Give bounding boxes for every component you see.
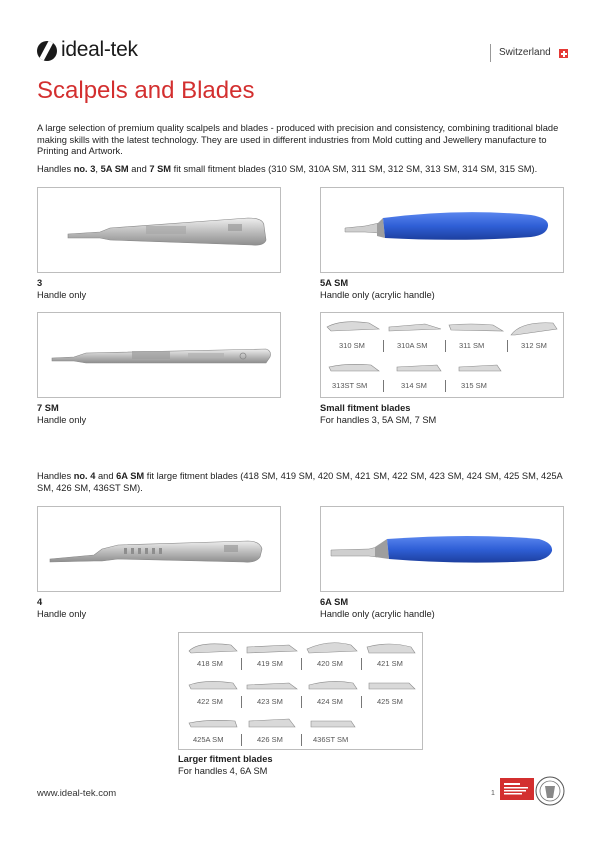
blade-divider bbox=[445, 380, 446, 392]
blade-label-310a: 310A SM bbox=[397, 341, 428, 350]
large-blades-image bbox=[178, 632, 423, 750]
blade-label-422: 422 SM bbox=[197, 697, 223, 706]
handle-7-caption bbox=[37, 403, 86, 426]
large-blades-title: Larger fitment blades bbox=[178, 754, 273, 764]
blade-label-436st: 436ST SM bbox=[313, 735, 349, 744]
blade-label-425: 425 SM bbox=[377, 697, 403, 706]
handle-3-title: 3 bbox=[37, 278, 43, 288]
header-divider bbox=[490, 44, 491, 62]
blade-divider bbox=[361, 658, 362, 670]
logo-text: ideal-tek bbox=[61, 38, 138, 61]
blade-label-425a: 425A SM bbox=[193, 735, 224, 744]
ideal-tek-logo-icon bbox=[37, 41, 57, 61]
large-blades-icon bbox=[179, 633, 423, 750]
scalpel-handle-5a-icon bbox=[321, 188, 564, 273]
blade-label-313st: 313ST SM bbox=[332, 381, 368, 390]
scalpel-handle-7-icon bbox=[38, 313, 281, 398]
handle-6a-image bbox=[320, 506, 564, 592]
iso-certification-badge-icon bbox=[500, 774, 568, 810]
scalpel-handle-6a-icon bbox=[321, 507, 564, 592]
small-blades-image bbox=[320, 312, 564, 398]
handle-5a-caption bbox=[320, 278, 435, 301]
handle-4-desc: Handle only bbox=[37, 608, 87, 619]
blade-label-421: 421 SM bbox=[377, 659, 403, 668]
blade-divider bbox=[383, 340, 384, 352]
handle-6a-title: 6A SM bbox=[320, 597, 349, 607]
large-fitment-intro: Handles no. 4 and 6A SM fit large fitment blades (418 SM, 419 SM, 420 SM, 421 SM, 422 SM, 423 SM, 424 SM, 425 SM, 425A SM, 426 SM, 436ST SM). bbox=[37, 471, 563, 493]
handle-6a-desc: Handle only (acrylic handle) bbox=[320, 608, 435, 619]
blade-label-312: 312 SM bbox=[521, 341, 547, 350]
small-fitment-intro: Handles no. 3, 5A SM and 7 SM fit small fitment blades (310 SM, 310A SM, 311 SM, 312 SM, 313 SM, 314 SM, 315 SM). bbox=[37, 164, 538, 174]
blade-label-314: 314 SM bbox=[401, 381, 427, 390]
blade-label-419: 419 SM bbox=[257, 659, 283, 668]
small-blades-caption bbox=[320, 403, 436, 426]
blade-divider bbox=[445, 340, 446, 352]
handle-5a-desc: Handle only (acrylic handle) bbox=[320, 289, 435, 300]
blade-label-311: 311 SM bbox=[459, 341, 485, 350]
handle-4-title: 4 bbox=[37, 597, 43, 607]
handle-7-title: 7 SM bbox=[37, 403, 59, 413]
intro-paragraph: A large selection of premium quality scalpels and blades - produced with precision and consistency, combining traditional blade making skills with the latest technology. They are used in different industries from Mold cutting and Jewellery manufacture to Printing and Artwork. bbox=[37, 123, 559, 156]
handle-3-image bbox=[37, 187, 281, 273]
blade-label-310: 310 SM bbox=[339, 341, 365, 350]
blade-divider bbox=[507, 340, 508, 352]
blade-label-420: 420 SM bbox=[317, 659, 343, 668]
blade-label-424: 424 SM bbox=[317, 697, 343, 706]
blade-divider bbox=[241, 696, 242, 708]
small-blades-title: Small fitment blades bbox=[320, 403, 411, 413]
blade-divider bbox=[383, 380, 384, 392]
handle-4-image bbox=[37, 506, 281, 592]
large-blades-desc: For handles 4, 6A SM bbox=[178, 765, 268, 776]
page-header bbox=[37, 38, 567, 68]
blade-label-418: 418 SM bbox=[197, 659, 223, 668]
country-label: Switzerland bbox=[499, 47, 551, 58]
handle-5a-title: 5A SM bbox=[320, 278, 349, 288]
handle-3-caption bbox=[37, 278, 86, 301]
blade-divider bbox=[361, 696, 362, 708]
scalpel-handle-3-icon bbox=[38, 188, 281, 273]
handle-5a-image bbox=[320, 187, 564, 273]
handle-7-desc: Handle only bbox=[37, 414, 87, 425]
footer-website-link[interactable]: www.ideal-tek.com bbox=[37, 788, 117, 799]
blade-label-315: 315 SM bbox=[461, 381, 487, 390]
blade-divider bbox=[301, 696, 302, 708]
blade-label-423: 423 SM bbox=[257, 697, 283, 706]
swiss-flag-icon bbox=[559, 49, 568, 58]
blade-divider bbox=[241, 658, 242, 670]
scalpel-handle-4-icon bbox=[38, 507, 281, 592]
handle-7-image bbox=[37, 312, 281, 398]
handle-4-caption bbox=[37, 597, 86, 620]
blade-divider bbox=[241, 734, 242, 746]
blade-label-426: 426 SM bbox=[257, 735, 283, 744]
large-blades-caption bbox=[178, 754, 273, 777]
handle-3-desc: Handle only bbox=[37, 289, 87, 300]
page-number: 1 bbox=[491, 790, 495, 797]
small-blades-desc: For handles 3, 5A SM, 7 SM bbox=[320, 414, 437, 425]
blade-divider bbox=[301, 734, 302, 746]
page-title: Scalpels and Blades bbox=[37, 77, 255, 104]
handle-6a-caption bbox=[320, 597, 435, 620]
blade-divider bbox=[301, 658, 302, 670]
